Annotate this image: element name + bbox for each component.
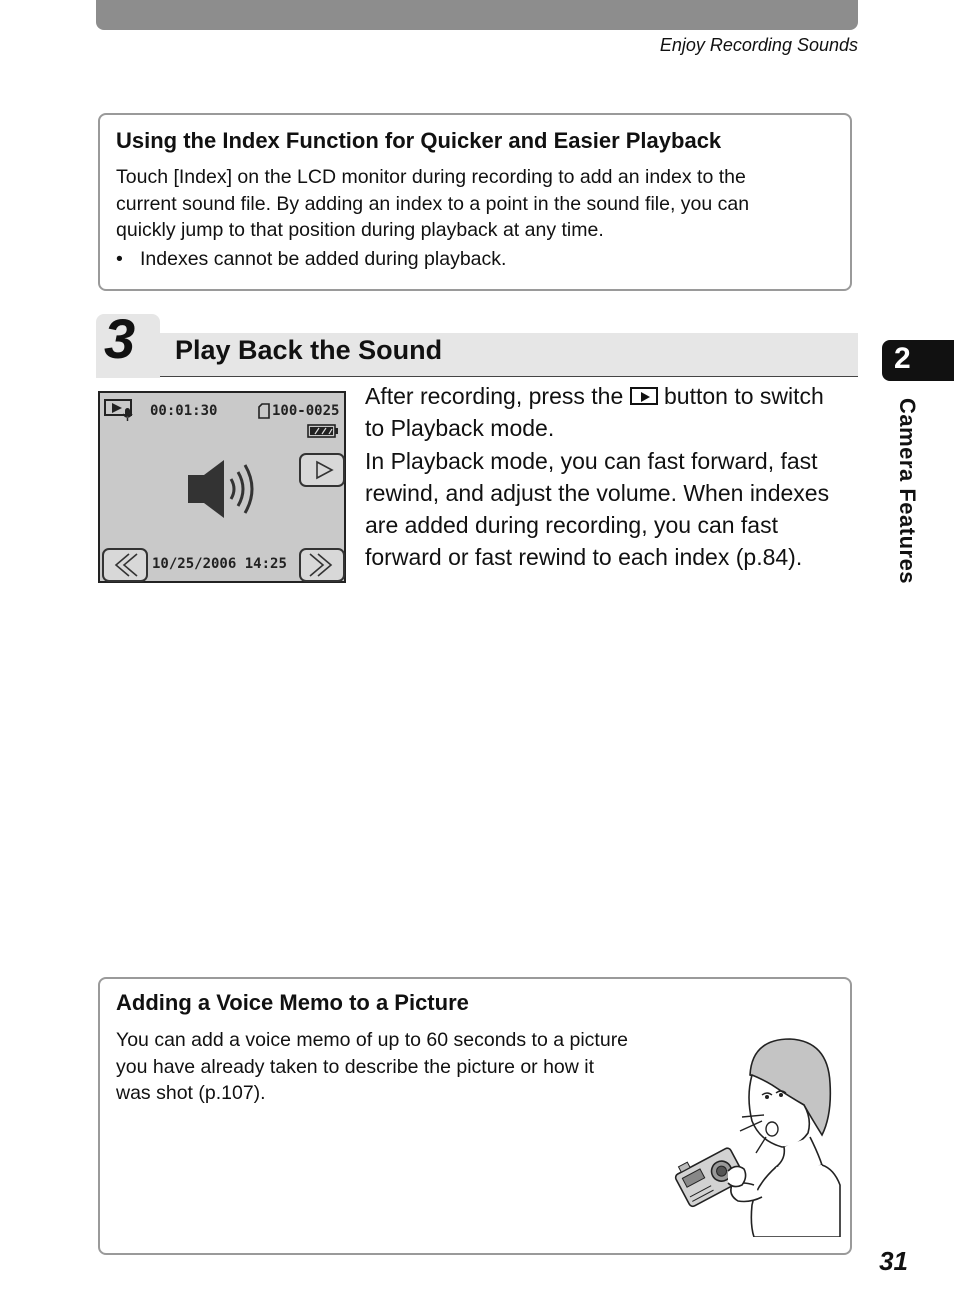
index-tip-body [116,164,749,244]
voice-memo-line: was shot (p.107). [116,1082,266,1104]
voice-memo-tip-body [116,1027,628,1107]
battery-icon [307,423,339,439]
step-number: 3 [104,307,136,370]
lcd-prev-index-button[interactable] [102,548,148,582]
speaker-icon [186,457,260,521]
woman-with-camera-illustration [672,1035,842,1237]
voice-memo-line: You can add a voice memo of up to 60 seconds to a picture [116,1029,629,1051]
lcd-file-number: 100-0025 [272,403,340,419]
step-line [365,380,855,412]
prev-index-icon [110,552,140,578]
index-tip-line: current sound file. By adding an index to a point in the sound file, you can [116,192,750,215]
voice-memo-tip-box [98,977,852,1255]
page-number: 31 [879,1246,908,1276]
top-bar [96,0,858,30]
lcd-next-index-button[interactable] [299,548,345,582]
lcd-recording-time: 00:01:30 [150,403,218,419]
lcd-date [152,556,287,572]
index-tip-box [98,113,852,291]
step-text-after-icon: button to switch [664,383,824,409]
chapter-number: 2 [894,342,911,375]
bullet-icon: • [116,248,123,270]
index-tip-line: quickly jump to that position during playback at any time. [116,219,604,241]
chapter-label: Camera Features [895,398,920,585]
step-title: Play Back the Sound [175,335,443,365]
step-line: rewind, and adjust the volume. When indexes [365,479,830,506]
section-title: Enjoy Recording Sounds [659,35,858,55]
playback-voice-icon [104,399,134,421]
voice-memo-tip-title: Adding a Voice Memo to a Picture [116,990,469,1015]
play-icon [314,460,334,480]
step-text-before-icon: After recording, press the [365,383,624,409]
index-tip-bullet [116,248,506,271]
lcd-play-button[interactable] [299,453,345,487]
bullet-text: Indexes cannot be added during playback. [140,248,507,270]
step-line: are added during recording, you can fast [365,512,778,539]
voice-memo-line: you have already taken to describe the picture or how it [116,1055,595,1078]
step-line: forward or fast rewind to each index (p.84). [365,544,803,571]
step-line: In Playback mode, you can fast forward, fast [365,447,818,474]
lcd-clock: 14:25 [244,556,287,572]
lcd-date-value: 10/25/2006 [152,556,237,572]
step-line: to Playback mode. [365,415,555,442]
playback-button-icon [630,387,658,405]
next-index-icon [307,552,337,578]
step-instructions [365,380,855,574]
memory-card-icon [258,403,270,419]
index-tip-title: Using the Index Function for Quicker and Easier Playback [116,128,722,153]
lcd-screen [98,391,346,583]
chapter-tab [882,340,954,381]
index-tip-line: Touch [Index] on the LCD monitor during recording to add an index to the [116,166,746,188]
